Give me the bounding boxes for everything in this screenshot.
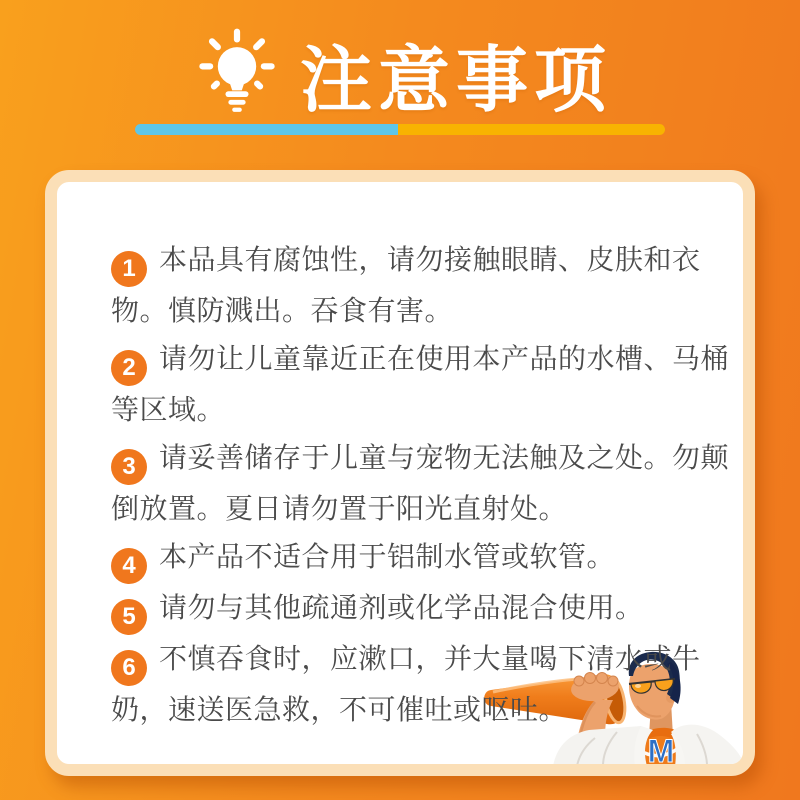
item-number-badge: 6	[111, 650, 147, 686]
item-number-badge: 4	[111, 548, 147, 584]
notice-text: 本品具有腐蚀性，请勿接触眼睛、皮肤和衣物。慎防溅出。吞食有害。	[111, 244, 701, 326]
notice-text: 请勿让儿童靠近正在使用本产品的水槽、马桶等区域。	[111, 343, 730, 425]
notice-item	[111, 533, 729, 584]
underline-yellow-segment	[398, 124, 665, 135]
page-title: 注意事项	[299, 41, 612, 121]
header	[0, 22, 800, 126]
lightbulb-icon	[188, 26, 286, 122]
item-number-badge: 3	[111, 449, 147, 485]
title-underline-bar	[135, 124, 665, 135]
notice-item	[111, 584, 729, 635]
notice-text: 本产品不适合用于铝制水管或软管。	[159, 541, 616, 572]
underline-blue-segment	[135, 124, 398, 135]
notice-list	[57, 182, 743, 734]
notice-item	[111, 236, 729, 335]
item-number-badge: 5	[111, 599, 147, 635]
notice-item	[111, 434, 729, 533]
notice-item	[111, 335, 729, 434]
item-number-badge: 2	[111, 350, 147, 386]
notice-text: 请勿与其他疏通剂或化学品混合使用。	[159, 592, 644, 623]
notice-card	[45, 170, 755, 776]
notice-text: 请妥善储存于儿童与宠物无法触及之处。勿颠倒放置。夏日请勿置于阳光直射处。	[111, 442, 730, 524]
mascot-shirt-letter: M	[647, 733, 675, 766]
item-number-badge: 1	[111, 251, 147, 287]
notice-item	[111, 635, 729, 734]
notice-text: 不慎吞食时，应漱口，并大量喝下清水或牛奶，速送医急救，不可催吐或呕吐。	[111, 643, 701, 725]
